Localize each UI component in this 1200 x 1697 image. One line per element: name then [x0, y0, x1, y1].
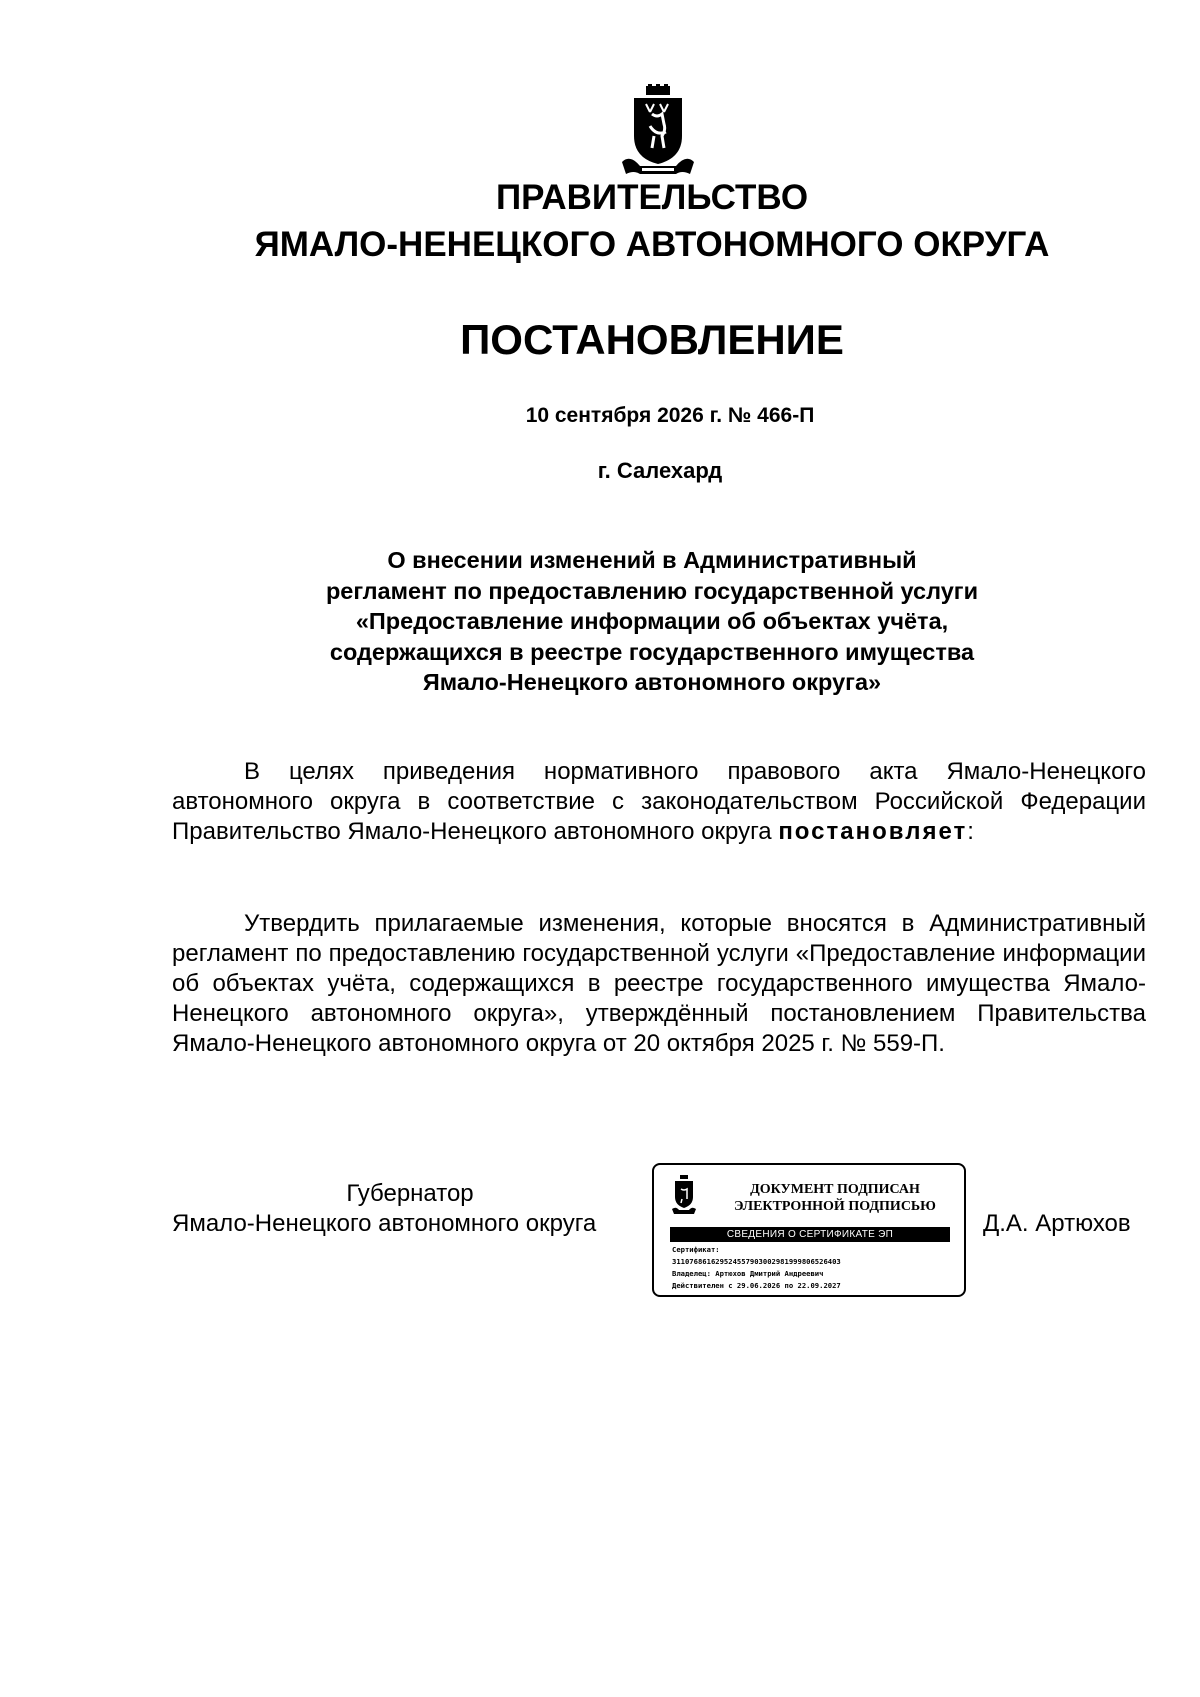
subject-line: «Предоставление информации об объектах учёта,	[355, 608, 949, 634]
date-and-number: 10 сентября 2026 г. № 466-П	[525, 404, 815, 427]
authority-title-line2: ЯМАЛО-НЕНЕЦКОГО АВТОНОМНОГО ОКРУГА	[254, 225, 1050, 264]
stamp-title	[720, 1181, 950, 1215]
certificate-validity: Действителен с 29.06.2026 по 22.09.2027	[672, 1281, 841, 1290]
electronic-signature-stamp	[652, 1163, 966, 1297]
signer-title-line2: Ямало-Ненецкого автономного округа	[172, 1210, 597, 1237]
preamble-paragraph	[172, 757, 1146, 847]
signer-title-line1: Губернатор	[346, 1180, 474, 1207]
certificate-owner: Владелец: Артюхов Дмитрий Андреевич	[672, 1269, 824, 1278]
subject-line: содержащихся в реестре государственного имущества	[329, 638, 975, 665]
authority-title-line1: ПРАВИТЕЛЬСТВО	[495, 178, 809, 217]
certificate-label: Сертификат:	[672, 1245, 720, 1254]
certificate-info-bar: СВЕДЕНИЯ О СЕРТИФИКАТЕ ЭП	[670, 1227, 950, 1242]
signer-name: Д.А. Артюхов	[983, 1210, 1131, 1237]
subject-line: Ямало-Ненецкого автономного округа»	[422, 669, 882, 695]
resolution-paragraph: Утвердить прилагаемые изменения, которые вносятся в Административный регламент по предоставлению государственной услуги «Предоставление информации об объектах учёта, содержащихся в реестре государственного имущества Ямало-Ненецкого автономного округа», утверждённый постановлением Правительства Ямало-Ненецкого автономного округа от 20 октября 2025 г. № 559-П.	[172, 910, 1146, 1057]
preamble-text: В целях приведения нормативного правового акта Ямало-Ненецкого автономного округа в соответствие с законодательством Российской Федерации Правительство Ямало-Ненецкого автономного округа	[172, 758, 1146, 845]
stamp-title-line1: ДОКУМЕНТ ПОДПИСАН	[750, 1182, 920, 1197]
subject-line: регламент по предоставлению государственной услуги	[325, 577, 979, 604]
coat-of-arms-icon	[620, 84, 696, 180]
subject-line: О внесении изменений в Административный	[387, 547, 917, 573]
stamp-title-line2: ЭЛЕКТРОННОЙ ПОДПИСЬЮ	[734, 1199, 936, 1214]
document-subject	[52, 545, 1200, 698]
city-line: г. Салехард	[597, 458, 723, 483]
certificate-number: 311076861629524557903002981999806526403	[672, 1257, 841, 1266]
decree-keyword: постановляет	[778, 818, 968, 845]
preamble-tail: :	[967, 818, 974, 845]
document-type-heading: ПОСТАНОВЛЕНИЕ	[460, 316, 844, 363]
stamp-coat-of-arms-icon	[672, 1175, 696, 1215]
